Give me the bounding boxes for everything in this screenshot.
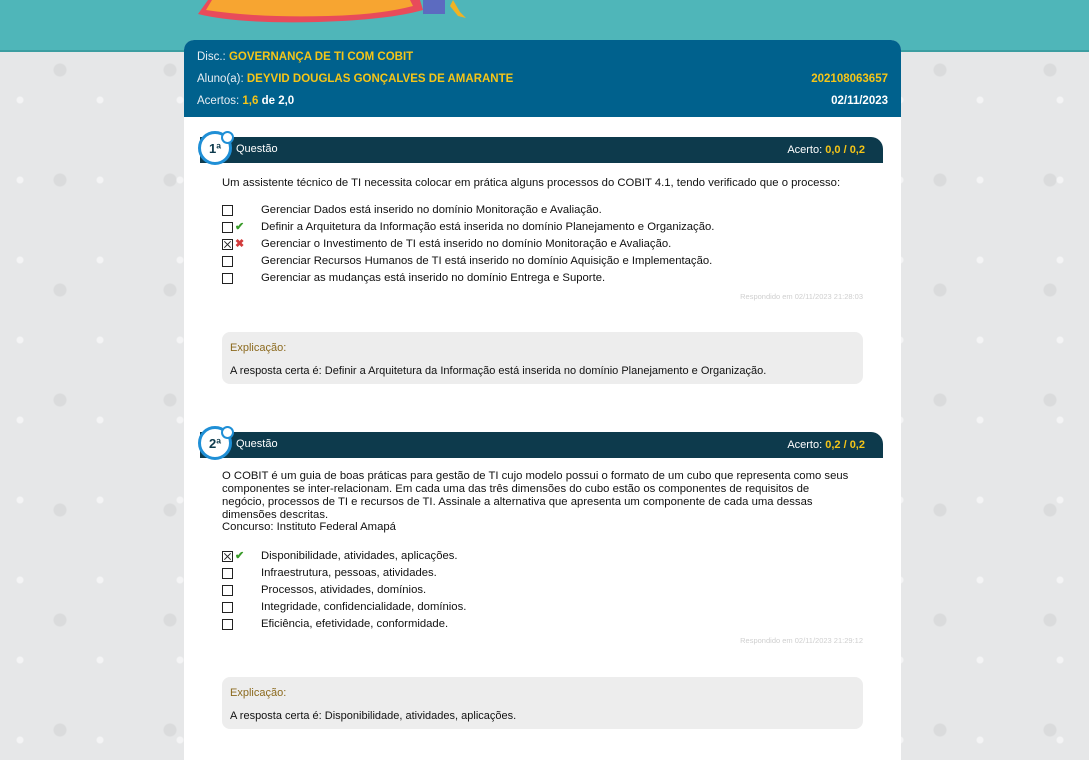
answer-option[interactable]: Infraestrutura, pessoas, atividades. xyxy=(222,567,862,584)
checkbox-unchecked-icon[interactable] xyxy=(222,205,233,216)
question-number-badge: 2ª xyxy=(198,426,232,460)
badge-dot-icon xyxy=(221,426,234,439)
question-score: Acerto: 0,0 / 0,2 xyxy=(787,144,865,156)
checkbox-unchecked-icon[interactable] xyxy=(222,619,233,630)
question-score-value: 0,0 / 0,2 xyxy=(825,144,865,156)
explanation-title: Explicação: xyxy=(230,342,287,354)
answer-option[interactable]: ✔ Disponibilidade, atividades, aplicações. xyxy=(222,550,862,567)
explanation-text: A resposta certa é: Definir a Arquitetura da Informação está inserida no domínio Planejamento e Organização. xyxy=(230,365,767,377)
answered-timestamp: Respondido em 02/11/2023 21:29:12 xyxy=(740,636,863,645)
checkbox-unchecked-icon[interactable] xyxy=(222,585,233,596)
check-mark-icon: ✔ xyxy=(235,550,245,562)
question-label: Questão xyxy=(236,143,278,155)
checkbox-unchecked-icon[interactable] xyxy=(222,273,233,284)
check-mark-icon: ✔ xyxy=(235,221,245,233)
answered-timestamp: Respondido em 02/11/2023 21:28:03 xyxy=(740,292,863,301)
answer-option[interactable]: ✖ Gerenciar o Investimento de TI está inserido no domínio Monitoração e Avaliação. xyxy=(222,238,862,255)
discipline-label: Disc.: xyxy=(197,51,226,63)
x-mark-icon: ✖ xyxy=(235,238,245,250)
exam-result-card xyxy=(184,40,901,760)
question-number-badge: 1ª xyxy=(198,131,232,165)
answer-option[interactable]: Eficiência, efetividade, conformidade. xyxy=(222,618,862,635)
score-total: de 2,0 xyxy=(261,95,295,107)
answer-option[interactable]: ✔ Definir a Arquitetura da Informação está inserida no domínio Planejamento e Organização. xyxy=(222,221,862,238)
question-text: O COBIT é um guia de boas práticas para gestão de TI cujo modelo possui o formato de um cubo que representa como seus componentes se inter-relacionam. Em cada uma das três dimensões do cubo estão os componentes de requisitos de negócio, processos de TI e recursos de TI. Assinale a alternativa que apresenta um componente de cada uma dessas dimensões descritas. xyxy=(222,470,849,521)
answer-option[interactable]: Gerenciar Dados está inserido no domínio Monitoração e Avaliação. xyxy=(222,204,862,221)
student-name: DEYVID DOUGLAS GONÇALVES DE AMARANTE xyxy=(246,73,514,85)
question-label: Questão xyxy=(236,438,278,450)
discipline-value: GOVERNANÇA DE TI COM COBIT xyxy=(228,51,414,63)
checkbox-unchecked-icon[interactable] xyxy=(222,568,233,579)
question-source: Concurso: Instituto Federal Amapá xyxy=(222,521,396,533)
question-score: Acerto: 0,2 / 0,2 xyxy=(787,439,865,451)
student-label: Aluno(a): xyxy=(197,73,244,85)
registration-number: 202108063657 xyxy=(811,73,888,85)
question-score-value: 0,2 / 0,2 xyxy=(825,439,865,451)
question-header xyxy=(200,137,883,163)
badge-dot-icon xyxy=(221,131,234,144)
explanation-title: Explicação: xyxy=(230,687,287,699)
checkbox-checked-icon[interactable] xyxy=(222,239,233,250)
explanation-text: A resposta certa é: Disponibilidade, atividades, aplicações. xyxy=(230,710,517,722)
explanation-box xyxy=(222,677,863,729)
question-header xyxy=(200,432,883,458)
checkbox-unchecked-icon[interactable] xyxy=(222,602,233,613)
score-value: 1,6 xyxy=(242,95,259,107)
exam-date: 02/11/2023 xyxy=(831,95,888,107)
answer-option[interactable]: Gerenciar Recursos Humanos de TI está inserido no domínio Aquisição e Implementação. xyxy=(222,255,862,272)
checkbox-checked-icon[interactable] xyxy=(222,551,233,562)
answer-option[interactable]: Processos, atividades, domínios. xyxy=(222,584,862,601)
logo-illustration xyxy=(198,0,473,24)
question-text: Um assistente técnico de TI necessita colocar em prática alguns processos do COBIT 4.1, tendo verificado que o processo: xyxy=(222,177,841,189)
checkbox-unchecked-icon[interactable] xyxy=(222,222,233,233)
answer-options xyxy=(222,550,862,635)
explanation-box xyxy=(222,332,863,384)
student-info-header xyxy=(184,40,901,117)
answer-option[interactable]: Gerenciar as mudanças está inserido no domínio Entrega e Suporte. xyxy=(222,272,862,289)
answer-option[interactable]: Integridade, confidencialidade, domínios. xyxy=(222,601,862,618)
score-label: Acertos: xyxy=(197,95,240,107)
checkbox-unchecked-icon[interactable] xyxy=(222,256,233,267)
answer-options xyxy=(222,204,862,289)
